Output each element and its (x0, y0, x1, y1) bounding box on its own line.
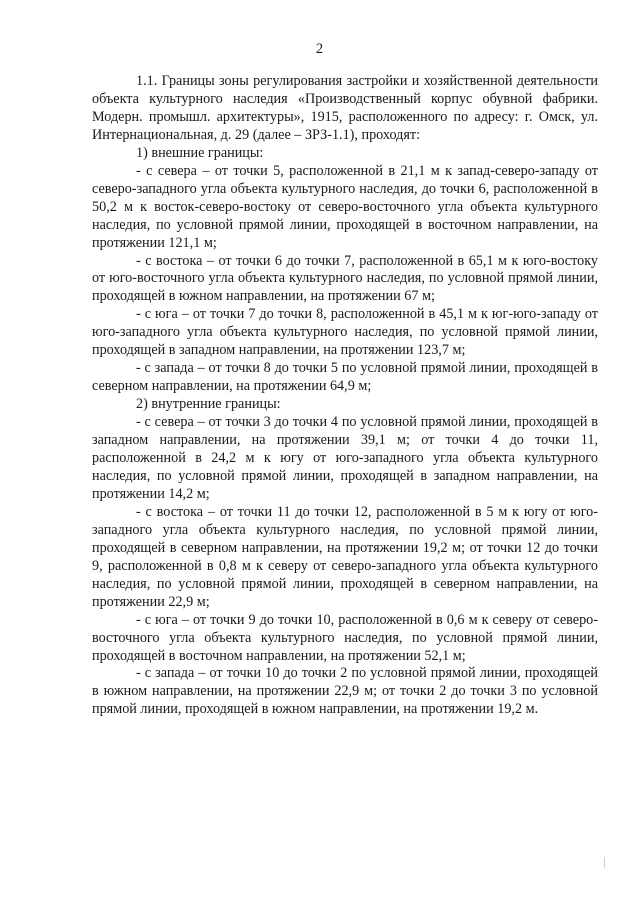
paragraph-inner-heading: 2) внутренние границы: (136, 396, 281, 413)
paragraph-outer-west: - с запада – от точки 8 до точки 5 по условной прямой линии, проходящей в северном направлении, на протяжении 64,9 м; (92, 360, 598, 395)
paragraph-inner-north: - с севера – от точки 3 до точки 4 по условной прямой линии, проходящей в западном направлении, на протяжении 39,1 м; от точки 4 до точки 11, расположенной в 24,2 м к югу от юго-западного угла объекта культурного наследия, по условной прямой линии, проходящей в западном направлении, на протяжении 14,2 м; (92, 414, 598, 502)
paragraph-inner-east: - с востока – от точки 11 до точки 12, расположенной в 5 м к югу от юго-западного угла объекта культурного наследия, по условной прямой линии, проходящей в северном направлении, на протяжении 19,2 м; от точки 12 до точки 9, расположенной в 0,8 м к северу от северо-западного угла объекта культурного наследия, по условной прямой линии, проходящей в северном направлении, на протяжении 22,9 м; (92, 503, 598, 610)
paragraph-outer-east: - с востока – от точки 6 до точки 7, расположенной в 65,1 м к юго-востоку от юго-восточного угла объекта культурного наследия, по условной прямой линии, проходящей в южном направлении, на протяжении 67 м; (92, 252, 598, 305)
paragraph-inner-south: - с юга – от точки 9 до точки 10, расположенной в 0,6 м к северу от северо-восточного угла объекта культурного наследия, по условной прямой линии, проходящей в восточном направлении, на протяжении 52,1 м; (92, 611, 598, 664)
paragraph-intro: 1.1. Границы зоны регулирования застройки и хозяйственной деятельности объекта культурного наследия «Производственный корпус обувной фабрики. Модерн. промышл. архитектуры», 1915, расположенного по адресу: г. Омск, ул. Интернациональная, д. 29 (далее – ЗРЗ-1.1), проходят: (92, 73, 598, 143)
paragraph-outer-north: - с севера – от точки 5, расположенной в 21,1 м к запад-северо-западу от северо-западного угла объекта культурного наследия, до точки 6, расположенной в 50,2 м к восток-северо-востоку от северо-восточного угла объекта культурного наследия, по условной прямой линии, проходящей в восточном направлении, на протяжении 121,1 м; (92, 162, 598, 251)
document-body (92, 73, 598, 719)
paragraph-inner-west: - с запада – от точки 10 до точки 2 по условной прямой линии, проходящей в южном направлении, на протяжении 22,9 м; от точки 2 до точки 3 по условной прямой линии, проходящей в южном направлении, на протяжении 19,2 м. (92, 665, 598, 718)
page-number: 2 (315, 41, 324, 57)
paragraph-outer-heading: 1) внешние границы: (136, 144, 264, 161)
scan-margin-mark (604, 857, 605, 868)
paragraph-outer-south: - с юга – от точки 7 до точки 8, расположенной в 45,1 м к юг-юго-западу от юго-западного угла объекта культурного наследия, по условной прямой линии, проходящей в западном направлении, на протяжении 123,7 м; (92, 306, 598, 359)
